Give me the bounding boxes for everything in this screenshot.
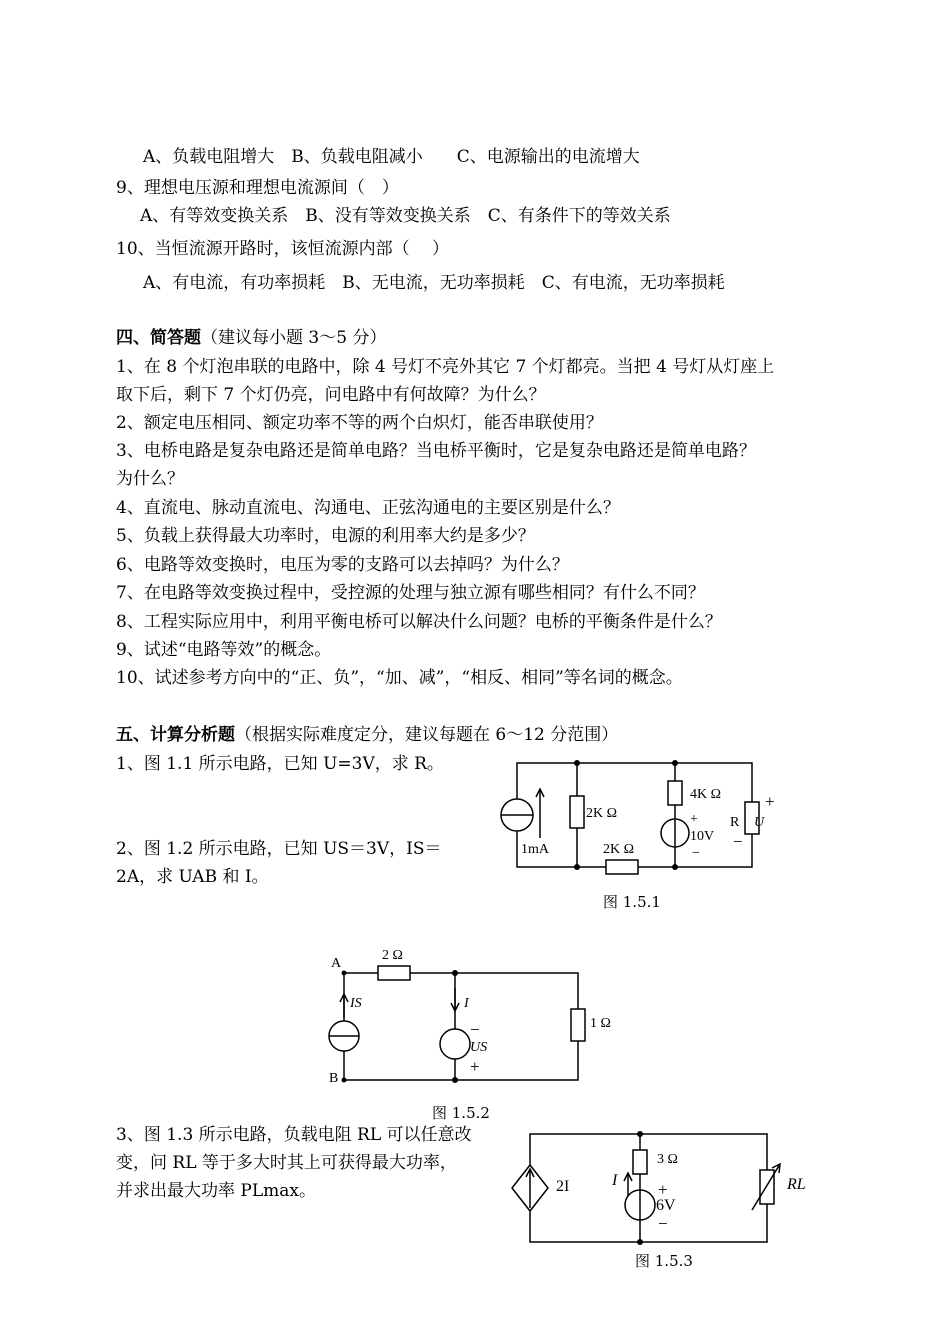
- problem-2-line-2: 2A，求 UAB 和 I。: [116, 867, 269, 887]
- fig1-u-minus: −: [733, 832, 743, 851]
- fig1-r2-label: 4K Ω: [690, 787, 722, 802]
- section5-note: （根据实际难度定分，建议每题在 6～12 分范围）: [235, 725, 619, 745]
- sec4-line-5: 为什么？: [116, 469, 184, 489]
- fig1-r3-label: 2K Ω: [603, 842, 635, 857]
- sec4-line-3: 2、额定电压相同、额定功率不等的两个白炽灯，能否串联使用？: [116, 413, 603, 433]
- sec4-line-6: 4、直流电、脉动直流电、沟通电、正弦沟通电的主要区别是什么？: [116, 498, 620, 518]
- fig2-node-b: B: [329, 1071, 339, 1086]
- problem-2-line-1: 2、图 1.2 所示电路，已知 US＝3V，IS＝: [116, 839, 442, 859]
- sec4-line-10: 8、工程实际应用中，利用平衡电桥可以解决什么问题？电桥的平衡条件是什么？: [116, 612, 722, 632]
- q8-options: A、负载电阻增大 B、负载电阻减小 C、电源输出的电流增大: [143, 147, 640, 167]
- sec4-line-11: 9、试述“电路等效”的概念。: [116, 640, 332, 660]
- fig1-vsrc-minus: −: [692, 846, 700, 861]
- fig3-ctrl-src-label: 2I: [556, 1178, 570, 1195]
- q9-question: 9、理想电压源和理想电流源间（ ）: [116, 178, 399, 198]
- fig1-u-plus: +: [765, 792, 775, 811]
- fig2-caption: 图 1.5.2: [432, 1104, 490, 1122]
- fig3-vsrc-plus: +: [658, 1180, 668, 1199]
- sec4-line-4: 3、电桥电路是复杂电路还是简单电路？当电桥平衡时，它是复杂电路还是简单电路？: [116, 441, 756, 461]
- fig2-r2-label: 1 Ω: [590, 1016, 611, 1031]
- fig3-i-label: I: [612, 1172, 618, 1189]
- q9-options: A、有等效变换关系 B、没有等效变换关系 C、有条件下的等效关系: [140, 206, 671, 226]
- fig1-caption: 图 1.5.1: [603, 893, 661, 911]
- fig2-us-label: US: [470, 1040, 488, 1055]
- sec4-line-2: 取下后，剩下 7 个灯仍亮，问电路中有何故障？为什么？: [116, 385, 546, 405]
- q10-question: 10、当恒流源开路时，该恒流源内部（ ）: [116, 239, 450, 259]
- sec4-line-12: 10、试述参考方向中的“正、负”，“加、减”，“相反、相同”等名词的概念。: [116, 668, 683, 688]
- fig3-vsrc-minus: −: [658, 1214, 668, 1233]
- problem-3-line-3: 并求出最大功率 PLmax。: [116, 1181, 316, 1201]
- fig1-vsrc-plus: +: [690, 812, 698, 827]
- fig2-us-minus: −: [470, 1020, 480, 1039]
- problem-3-line-1: 3、图 1.3 所示电路，负载电阻 RL 可以任意改: [116, 1125, 472, 1145]
- fig3-r1-label: 3 Ω: [657, 1152, 678, 1167]
- fig2-node-a: A: [331, 956, 342, 971]
- circuit-fig-2: [329, 966, 585, 1080]
- section5-title: 五、计算分析题: [116, 725, 235, 745]
- q10-options: A、有电流，有功率损耗 B、无电流，无功率损耗 C、有电流，无功率损耗: [143, 273, 725, 293]
- circuit-fig-3: [512, 1134, 780, 1242]
- sec4-line-9: 7、在电路等效变换过程中，受控源的处理与独立源有哪些相同？有什么不同？: [116, 583, 705, 603]
- fig2-us-plus: +: [470, 1057, 480, 1076]
- fig1-source-label: 1mA: [521, 842, 549, 857]
- fig1-vsrc-label: 10V: [690, 829, 715, 844]
- sec4-line-8: 6、电路等效变换时，电压为零的支路可以去掉吗？为什么？: [116, 555, 569, 575]
- problem-3-line-2: 变，问 RL 等于多大时其上可获得最大功率，: [116, 1153, 457, 1173]
- section4-note: （建议每小题 3～5 分）: [201, 328, 387, 348]
- fig2-is-label: IS: [350, 996, 362, 1011]
- fig3-caption: 图 1.5.3: [635, 1252, 693, 1270]
- sec4-line-1: 1、在 8 个灯泡串联的电路中，除 4 号灯不亮外其它 7 个灯都亮。当把 4 号灯从灯座上: [116, 357, 775, 377]
- fig3-rl-label: RL: [787, 1176, 806, 1193]
- section4-title: 四、简答题: [116, 328, 201, 348]
- sec4-line-7: 5、负载上获得最大功率时，电源的利用率大约是多少？: [116, 526, 535, 546]
- fig1-r1-label: 2K Ω: [586, 806, 618, 821]
- problem-1: 1、图 1.1 所示电路，已知 U=3V，求 R。: [116, 754, 444, 774]
- fig1-r-label: R: [730, 815, 740, 830]
- fig2-i-label: I: [464, 996, 469, 1011]
- fig3-vsrc-label: 6V: [656, 1197, 676, 1214]
- fig2-r1-label: 2 Ω: [382, 948, 403, 963]
- fig1-u-label: U: [754, 815, 765, 830]
